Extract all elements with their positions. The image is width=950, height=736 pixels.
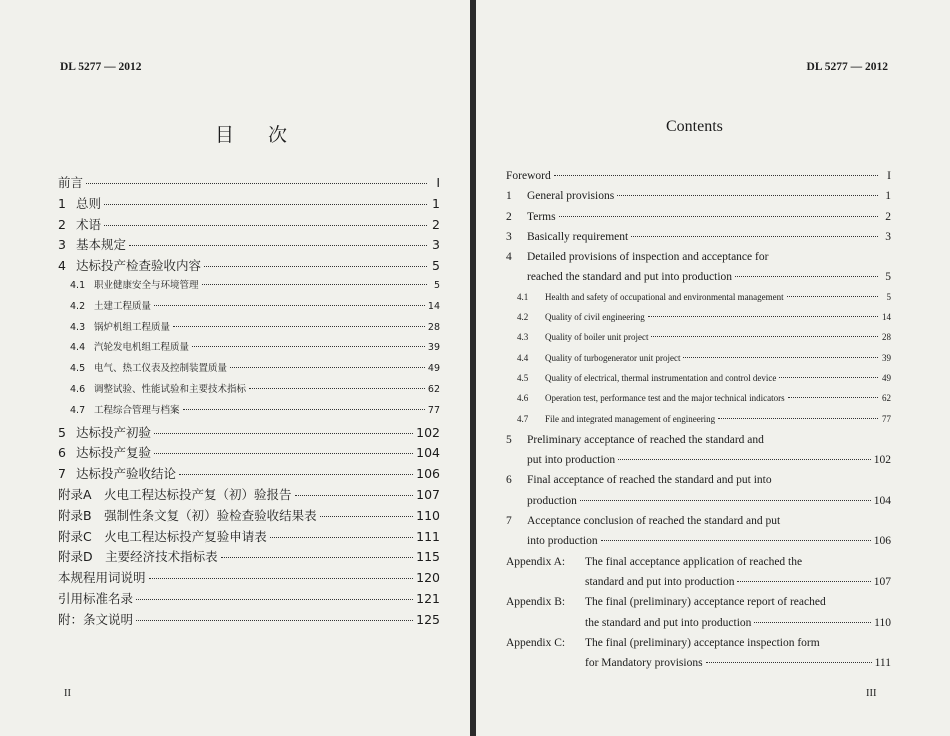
toc-entry — [506, 434, 891, 454]
toc-leader-dots — [617, 195, 878, 196]
toc-leader-dots — [651, 336, 878, 337]
toc-entry-title: 达标投产验收结论 — [76, 466, 177, 482]
toc-entry-number: 7 — [506, 515, 512, 528]
toc-leader-dots — [554, 175, 878, 176]
toc-leader-dots — [737, 581, 870, 582]
toc-entry-number: 2 — [506, 210, 512, 223]
toc-entry-page: 62 — [882, 393, 891, 404]
toc-entry — [506, 251, 891, 271]
right-page — [476, 0, 950, 736]
toc-leader-dots — [136, 599, 413, 600]
toc-entry — [58, 256, 440, 277]
toc-entry-number: 4.7 — [70, 404, 86, 416]
toc-leader-dots — [631, 236, 878, 237]
toc-leader-dots — [173, 326, 425, 327]
toc-entry-page: 62 — [427, 383, 440, 395]
toc-entry-page: 121 — [416, 590, 440, 606]
toc-entry-number: 3 — [506, 230, 512, 243]
toc-entry-page: 106 — [416, 466, 440, 482]
toc-entry-title: 土建工程质量 — [94, 300, 152, 312]
toc-leader-dots — [136, 620, 413, 621]
toc-entry-continuation — [506, 576, 891, 596]
toc-entry-page: 107 — [873, 575, 891, 588]
toc-entry — [506, 332, 891, 352]
toc-entry-page: I — [887, 170, 891, 182]
toc-leader-dots — [154, 453, 413, 454]
toc-leader-dots — [104, 204, 427, 205]
page-title: 目次 — [215, 124, 322, 146]
toc-entry-title: standard and put into production — [585, 575, 735, 588]
toc-entry — [506, 231, 891, 251]
toc-entry-page: 77 — [427, 404, 440, 416]
toc-entry-number: 4.3 — [70, 321, 86, 333]
toc-english — [506, 170, 891, 677]
toc-entry-title: Detailed provisions of inspection and acceptance for — [527, 251, 769, 264]
toc-leader-dots — [718, 418, 878, 419]
toc-entry-title: Quality of boiler unit project — [545, 332, 649, 343]
toc-entry-number: 4.4 — [517, 352, 529, 363]
toc-entry-page: 49 — [882, 372, 891, 383]
toc-entry-continuation — [506, 495, 891, 515]
toc-entry — [58, 215, 440, 236]
toc-entry-page: 111 — [416, 528, 440, 544]
toc-leader-dots — [221, 557, 414, 558]
toc-entry-title: 锅炉机组工程质量 — [94, 321, 171, 333]
toc-leader-dots — [204, 266, 427, 267]
toc-entry-page: 107 — [416, 486, 440, 502]
toc-entry-title: Basically requirement — [527, 230, 629, 243]
toc-leader-dots — [202, 284, 427, 285]
toc-entry-number: 1 — [58, 195, 66, 211]
toc-entry — [58, 589, 440, 610]
toc-entry-number: 4.6 — [70, 383, 86, 395]
toc-entry-title: production — [527, 494, 577, 507]
toc-entry-page: 104 — [416, 445, 440, 461]
toc-leader-dots — [683, 357, 878, 358]
toc-entry-title: 附录C 火电工程达标投产复验申请表 — [58, 528, 267, 544]
toc-entry-page: 3 — [885, 230, 891, 243]
toc-entry — [506, 170, 891, 190]
toc-entry — [58, 527, 440, 548]
toc-entry-page: 14 — [882, 312, 891, 323]
toc-leader-dots — [618, 459, 871, 460]
toc-leader-dots — [183, 409, 425, 410]
toc-entry-page: 125 — [416, 611, 440, 627]
toc-appendix-label: Appendix B: — [506, 596, 566, 609]
toc-entry-title: 电气、热工仪表及控制装置质量 — [94, 363, 228, 375]
toc-chinese — [58, 173, 440, 631]
toc-entry-title: 附录D 主要经济技术指标表 — [58, 549, 218, 565]
toc-entry — [58, 547, 440, 568]
toc-entry-title: Acceptance conclusion of reached the standard and put — [527, 515, 781, 528]
toc-leader-dots — [129, 245, 427, 246]
toc-entry — [58, 298, 440, 319]
toc-leader-dots — [192, 346, 425, 347]
toc-leader-dots — [179, 474, 413, 475]
toc-leader-dots — [104, 225, 427, 226]
toc-entry-page: 5 — [433, 279, 440, 291]
toc-entry — [58, 173, 440, 194]
toc-entry-page: 2 — [885, 210, 891, 223]
toc-leader-dots — [86, 183, 427, 184]
toc-entry — [58, 610, 440, 631]
toc-entry-title: 引用标准名录 — [58, 590, 134, 606]
toc-entry — [58, 319, 440, 340]
toc-entry — [58, 485, 440, 506]
toc-leader-dots — [320, 516, 414, 517]
page-number: III — [866, 688, 877, 699]
toc-entry-number: 4.1 — [517, 291, 529, 302]
toc-entry — [58, 423, 440, 444]
toc-entry — [506, 515, 891, 535]
toc-entry-page: 111 — [874, 657, 891, 670]
toc-entry-number: 4.4 — [70, 342, 86, 354]
toc-entry-page: 5 — [886, 291, 891, 302]
toc-leader-dots — [601, 540, 871, 541]
left-page — [0, 0, 470, 736]
toc-entry — [506, 474, 891, 494]
toc-entry-number: 6 — [58, 445, 66, 461]
toc-entry-title: 本规程用词说明 — [58, 570, 146, 586]
toc-entry — [506, 637, 891, 657]
toc-entry — [58, 381, 440, 402]
toc-entry-title: 总则 — [76, 195, 102, 211]
toc-entry-page: 1 — [885, 190, 891, 203]
toc-entry-page: 28 — [427, 321, 440, 333]
toc-entry — [506, 211, 891, 231]
toc-entry-title: File and integrated management of engineering — [545, 413, 716, 424]
toc-entry-number: 4 — [506, 251, 512, 264]
toc-entry-number: 4.6 — [517, 393, 529, 404]
toc-entry-page: 106 — [873, 535, 891, 548]
toc-entry-number: 1 — [506, 190, 512, 203]
toc-entry — [58, 568, 440, 589]
toc-entry-title: Health and safety of occupational and environmental management — [545, 291, 784, 302]
toc-entry — [58, 443, 440, 464]
toc-entry-page: 2 — [432, 216, 440, 232]
toc-entry-title: the standard and put into production — [585, 616, 752, 629]
toc-entry — [506, 190, 891, 210]
toc-entry — [58, 194, 440, 215]
toc-entry-page: 39 — [427, 342, 440, 354]
toc-entry-title: 工程综合管理与档案 — [94, 404, 180, 416]
toc-appendix-label: Appendix A: — [506, 555, 566, 568]
toc-leader-dots — [295, 495, 414, 496]
toc-entry-title: Final acceptance of reached the standard and put into — [527, 474, 772, 487]
toc-entry — [506, 393, 891, 413]
toc-entry-number: 6 — [506, 474, 512, 487]
page-title: Contents — [666, 118, 723, 135]
toc-entry-title: Quality of turbogenerator unit project — [545, 352, 681, 363]
toc-leader-dots — [580, 500, 871, 501]
page-header: DL 5277 — 2012 — [60, 61, 142, 73]
toc-entry-number: 5 — [506, 433, 512, 446]
toc-leader-dots — [149, 578, 414, 579]
toc-leader-dots — [648, 316, 878, 317]
toc-entry-continuation — [506, 454, 891, 474]
toc-entry-title: Terms — [527, 210, 556, 223]
toc-entry-page: 110 — [874, 616, 891, 629]
toc-entry-title: 职业健康安全与环境管理 — [94, 279, 199, 291]
toc-entry — [506, 373, 891, 393]
toc-leader-dots — [754, 622, 871, 623]
toc-entry-page: 102 — [873, 454, 891, 467]
toc-entry-title: 附录A 火电工程达标投产复（初）验报告 — [58, 486, 292, 502]
toc-entry-title: 调整试验、性能试验和主要技术指标 — [94, 383, 247, 395]
toc-entry-number: 5 — [58, 424, 66, 440]
toc-entry — [506, 353, 891, 373]
toc-entry-page: 28 — [882, 332, 891, 343]
toc-entry-title: into production — [527, 535, 598, 548]
toc-entry-number: 4.7 — [517, 413, 529, 424]
toc-entry-page: 120 — [416, 570, 440, 586]
toc-leader-dots — [270, 537, 413, 538]
toc-entry — [58, 235, 440, 256]
toc-leader-dots — [154, 305, 425, 306]
toc-leader-dots — [230, 367, 425, 368]
toc-entry-title: Foreword — [506, 170, 551, 182]
toc-entry-number: 4 — [58, 258, 66, 274]
toc-entry — [58, 506, 440, 527]
toc-entry-title: put into production — [527, 454, 616, 467]
toc-entry-number: 2 — [58, 216, 66, 232]
toc-entry — [506, 292, 891, 312]
toc-entry-page: 49 — [427, 363, 440, 375]
toc-entry — [506, 414, 891, 434]
toc-entry-page: 3 — [432, 237, 440, 253]
toc-entry — [58, 464, 440, 485]
toc-entry-title: 达标投产检查验收内容 — [76, 258, 202, 274]
toc-leader-dots — [735, 276, 878, 277]
toc-entry-title: for Mandatory provisions — [585, 657, 703, 670]
toc-entry-title: The final acceptance application of reached the — [585, 555, 803, 568]
toc-entry — [58, 402, 440, 423]
toc-entry-number: 4.5 — [517, 372, 529, 383]
toc-entry-page: 110 — [416, 507, 440, 523]
toc-entry — [506, 312, 891, 332]
toc-entry-page: 5 — [885, 271, 891, 284]
toc-entry-title: 汽轮发电机组工程质量 — [94, 342, 190, 354]
toc-leader-dots — [779, 377, 878, 378]
toc-leader-dots — [787, 296, 878, 297]
page-header: DL 5277 — 2012 — [806, 61, 888, 73]
toc-leader-dots — [154, 433, 413, 434]
toc-entry — [506, 556, 891, 576]
toc-entry-number: 3 — [58, 237, 66, 253]
toc-leader-dots — [249, 388, 425, 389]
toc-leader-dots — [559, 216, 878, 217]
toc-entry-page: 104 — [873, 494, 891, 507]
toc-entry — [58, 277, 440, 298]
toc-entry-title: General provisions — [527, 190, 615, 203]
toc-entry-page: 115 — [416, 549, 440, 565]
toc-entry-page: 1 — [432, 195, 440, 211]
toc-entry-title: 达标投产初验 — [76, 424, 152, 440]
toc-entry-title: Preliminary acceptance of reached the standard and — [527, 433, 764, 446]
toc-entry-page: 14 — [427, 300, 440, 312]
toc-entry-number: 4.3 — [517, 332, 529, 343]
toc-entry-title: The final (preliminary) acceptance inspection form — [585, 636, 820, 649]
toc-entry-page: 5 — [432, 258, 440, 274]
toc-entry-continuation — [506, 535, 891, 555]
toc-entry-title: Operation test, performance test and the major technical indicators — [545, 393, 785, 404]
toc-entry-continuation — [506, 617, 891, 637]
toc-appendix-label: Appendix C: — [506, 636, 566, 649]
toc-entry-continuation — [506, 271, 891, 291]
toc-entry-number: 4.1 — [70, 279, 86, 291]
toc-entry-title: Quality of electrical, thermal instrumentation and control device — [545, 372, 777, 383]
toc-entry — [58, 339, 440, 360]
toc-leader-dots — [706, 662, 872, 663]
toc-entry-number: 7 — [58, 466, 66, 482]
toc-entry-title: 术语 — [76, 216, 102, 232]
toc-entry-title: 附：条文说明 — [58, 611, 134, 627]
toc-entry-continuation — [506, 657, 891, 677]
toc-entry-title: 附录B 强制性条文复（初）验检查验收结果表 — [58, 507, 317, 523]
toc-entry-title: Quality of civil engineering — [545, 312, 645, 323]
toc-entry-number: 4.5 — [70, 363, 86, 375]
toc-entry-title: 基本规定 — [76, 237, 127, 253]
toc-entry-title: 达标投产复验 — [76, 445, 152, 461]
toc-entry-title: 前言 — [58, 175, 84, 190]
toc-leader-dots — [788, 397, 878, 398]
toc-entry-number: 4.2 — [517, 312, 529, 323]
toc-entry — [58, 360, 440, 381]
toc-entry — [506, 596, 891, 616]
toc-entry-page: 102 — [416, 424, 440, 440]
toc-entry-page: 39 — [882, 352, 891, 363]
toc-entry-number: 4.2 — [70, 300, 86, 312]
toc-entry-page: I — [436, 175, 440, 190]
toc-entry-page: 77 — [882, 413, 891, 424]
toc-entry-title: reached the standard and put into production — [527, 271, 733, 284]
toc-entry-title: The final (preliminary) acceptance report of reached — [585, 596, 826, 609]
page-number: II — [64, 688, 71, 699]
